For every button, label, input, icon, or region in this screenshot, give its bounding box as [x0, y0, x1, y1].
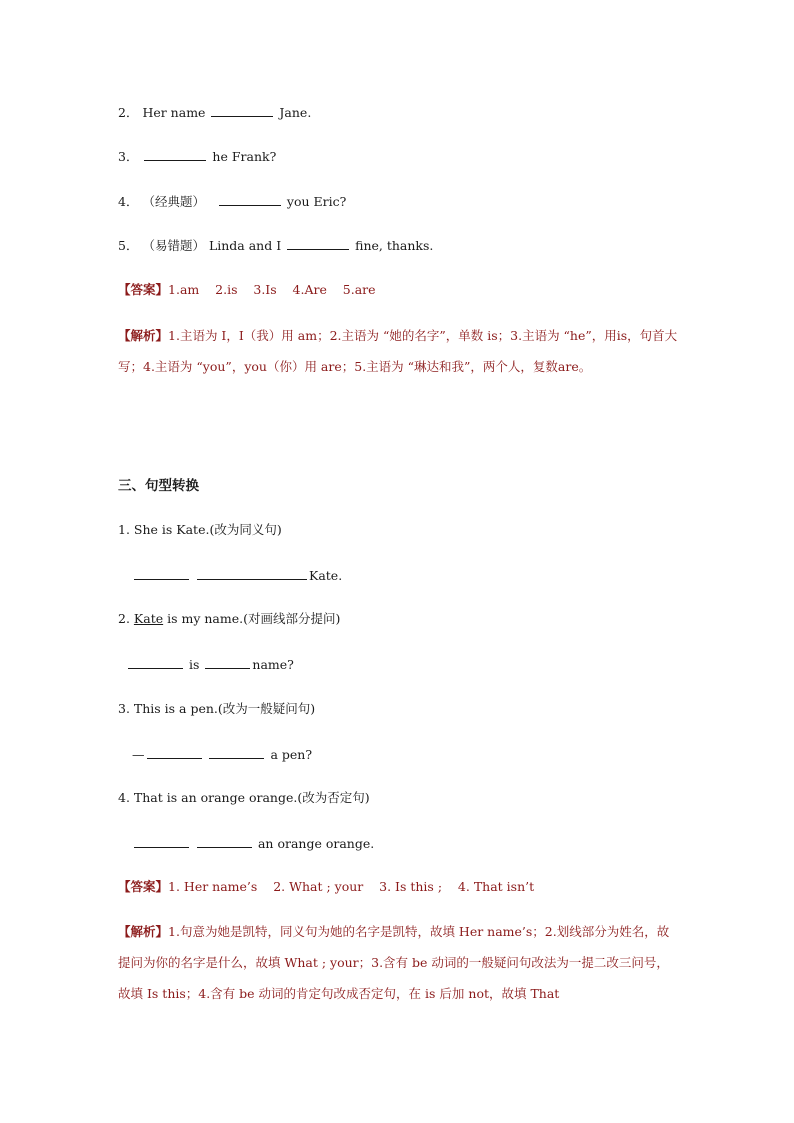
transform-answer-3: [132, 745, 312, 764]
answer-label: 【答案】: [118, 879, 169, 894]
answer-blank[interactable]: [147, 745, 202, 759]
answer-line-1: [118, 281, 376, 299]
analysis-1: [118, 320, 678, 382]
underlined-word: Kate: [133, 611, 164, 626]
answer-text: 1. Her name’s 2. What ; your 3. Is this ; 4. That isn’t: [168, 879, 535, 894]
question-text: a pen?: [270, 747, 313, 762]
section-heading: 三、句型转换: [118, 478, 199, 494]
answer-blank[interactable]: [205, 655, 250, 669]
analysis-text: 1.句意为她是凯特，同义句为她的名字是凯特，故填 Her name’s；2.划线部分为姓名，故提问为你的名字是什么，故填 What ; your；3.含有 be 动词的一般疑问句改法为一提二改三问号，故填 Is this；4.含有 be 动词的肯定句改成否定句，在 is 后加 not，故填 That: [118, 924, 670, 1001]
question-3: [118, 147, 276, 166]
question-text: is my name.(对画线部分提问): [163, 611, 341, 626]
transform-answer-4: [132, 834, 374, 853]
answer-blank[interactable]: [128, 655, 183, 669]
question-text: name?: [252, 657, 294, 672]
answer-label: 【答案】: [118, 282, 169, 297]
question-number: 5．: [118, 238, 139, 253]
question-2: [118, 103, 311, 122]
question-number: 2．: [118, 105, 139, 120]
question-text: he Frank?: [212, 149, 277, 164]
answer-blank[interactable]: [209, 745, 264, 759]
transform-question-4: 4. That is an orange orange.(改为否定句): [118, 790, 370, 805]
answer-blank[interactable]: [211, 103, 273, 117]
answer-text: 1.am 2.is 3.Is 4.Are 5.are: [168, 282, 376, 297]
answer-blank[interactable]: [134, 566, 189, 580]
question-5: [118, 236, 433, 255]
answer-blank[interactable]: [197, 566, 307, 580]
transform-question-2: [118, 610, 340, 628]
answer-blank[interactable]: [134, 834, 189, 848]
transform-question-3: 3. This is a pen.(改为一般疑问句): [118, 701, 316, 716]
question-text: Jane.: [279, 105, 312, 120]
analysis-label: 【解析】: [118, 924, 169, 939]
question-text: an orange orange.: [257, 836, 375, 851]
answer-blank[interactable]: [197, 834, 252, 848]
transform-answer-2: [126, 655, 294, 674]
answer-blank[interactable]: [144, 147, 206, 161]
analysis-text: 1.主语为 I，I（我）用 am；2.主语为 “她的名字”，单数 is；3.主语为 “he”，用is，句首大写；4.主语为 “you”，you（你）用 are；5.主语为 “琳达和我”，两个人，复数are。: [118, 328, 678, 374]
question-4: [118, 192, 346, 211]
answer-line-2: [118, 878, 534, 896]
analysis-2: [118, 916, 678, 1009]
question-text: Kate.: [308, 568, 343, 583]
transform-question-1: 1. She is Kate.(改为同义句): [118, 522, 282, 537]
dash: —: [132, 747, 145, 762]
question-tag: （经典题）: [142, 194, 205, 209]
answer-blank[interactable]: [287, 236, 349, 250]
question-text: Linda and I: [208, 238, 282, 253]
question-text: you Eric?: [286, 194, 347, 209]
question-text: fine, thanks.: [355, 238, 434, 253]
question-number: 2.: [118, 611, 134, 626]
question-tag: （易错题）: [142, 238, 205, 253]
analysis-label: 【解析】: [118, 328, 169, 343]
question-number: 4．: [118, 194, 139, 209]
question-text: is: [188, 657, 200, 672]
question-number: 3．: [118, 149, 139, 164]
transform-answer-1: [132, 566, 342, 585]
question-text: Her name: [142, 105, 206, 120]
answer-blank[interactable]: [219, 192, 281, 206]
